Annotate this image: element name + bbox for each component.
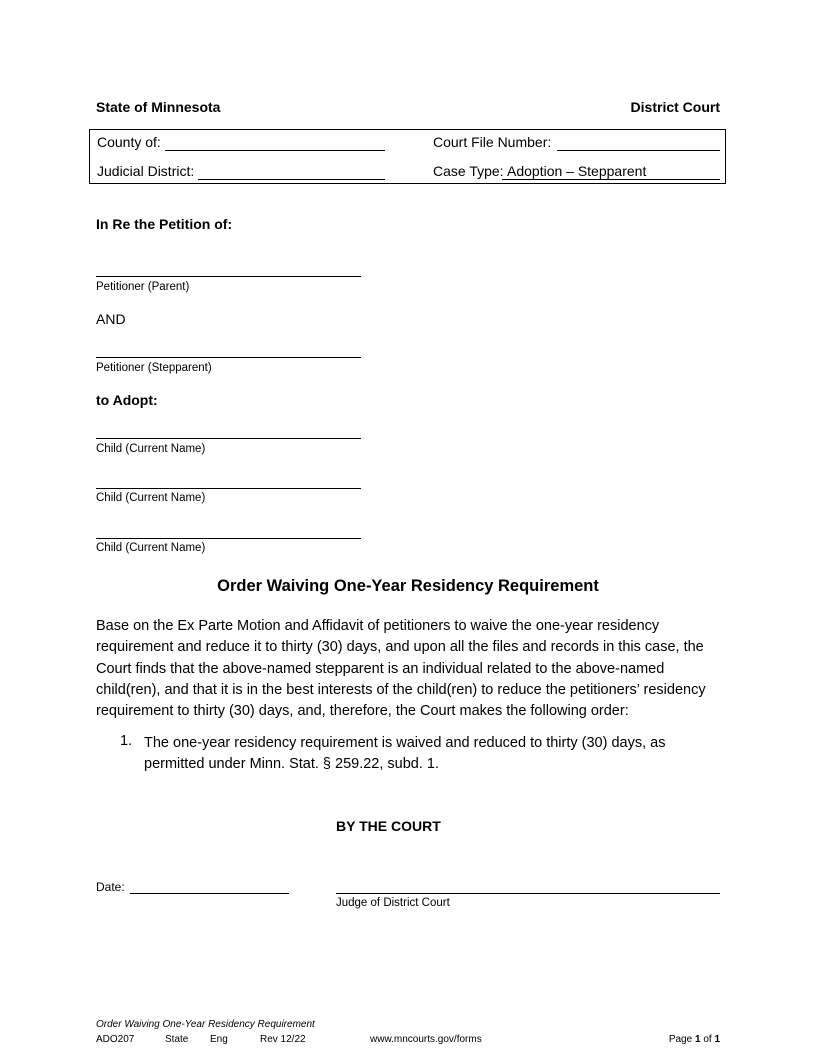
child-name-label-2: Child (Current Name) xyxy=(96,492,206,504)
court-file-number-field[interactable] xyxy=(557,150,720,151)
page-total: 1 xyxy=(714,1034,720,1045)
child-name-line-1[interactable] xyxy=(96,438,361,439)
to-adopt-heading: to Adopt: xyxy=(96,392,158,408)
order-item-number: 1. xyxy=(120,733,133,749)
footer-language: Eng xyxy=(210,1034,228,1045)
date-label: Date: xyxy=(96,880,125,894)
footer-revision: Rev 12/22 xyxy=(260,1034,306,1045)
petitioner-parent-label: Petitioner (Parent) xyxy=(96,281,190,293)
footer-form-code: ADO207 xyxy=(96,1034,135,1045)
date-field[interactable] xyxy=(130,893,289,894)
case-type-value[interactable]: Adoption – Stepparent xyxy=(507,163,647,179)
in-re-heading: In Re the Petition of: xyxy=(96,216,233,232)
court-heading: District Court xyxy=(630,99,720,115)
judicial-district-field[interactable] xyxy=(198,179,385,180)
order-item-text: The one-year residency requirement is waived and reduced to thirty (30) days, as permitted under Minn. Stat. § 259.22, subd. 1. xyxy=(144,735,666,773)
judge-label: Judge of District Court xyxy=(336,897,450,909)
order-body: Base on the Ex Parte Motion and Affidavit of petitioners to waive the one-year residency requirement and reduce it to thirty (30) days, and upon all the files and records in this case, the Court finds that the above-named stepparent is an individual related to the above-named child(ren), and that it is in the best interests of the child(ren) to reduce the petitioners’ residency requirement to thirty (30) days, and, therefore, the Court makes the following order: xyxy=(96,618,706,720)
document-title: Order Waiving One-Year Residency Requirement xyxy=(217,577,599,595)
judge-signature-line[interactable] xyxy=(336,893,720,894)
petitioner-stepparent-line[interactable] xyxy=(96,357,361,358)
county-label: County of: xyxy=(97,134,161,150)
child-name-line-3[interactable] xyxy=(96,538,361,539)
page-current: 1 xyxy=(694,1034,701,1045)
state-heading: State of Minnesota xyxy=(96,99,221,115)
child-name-line-2[interactable] xyxy=(96,488,361,489)
by-the-court-heading: BY THE COURT xyxy=(336,818,441,834)
child-name-label-3: Child (Current Name) xyxy=(96,542,206,554)
court-file-number-label: Court File Number: xyxy=(433,134,552,150)
footer-jurisdiction: State xyxy=(165,1034,189,1045)
petitioner-stepparent-label: Petitioner (Stepparent) xyxy=(96,362,212,374)
footer-form-title: Order Waiving One-Year Residency Requirement xyxy=(96,1019,315,1030)
child-name-label-1: Child (Current Name) xyxy=(96,443,206,455)
footer-website-link[interactable]: www.mncourts.gov/forms xyxy=(370,1034,482,1045)
case-info-box xyxy=(89,129,726,184)
page-of: of xyxy=(703,1034,712,1045)
judicial-district-label: Judicial District: xyxy=(97,163,195,179)
and-label: AND xyxy=(96,311,126,327)
footer-page-number xyxy=(669,1034,720,1045)
county-field[interactable] xyxy=(165,150,385,151)
page-prefix: Page xyxy=(668,1034,693,1045)
petitioner-parent-line[interactable] xyxy=(96,276,361,277)
case-type-label: Case Type: xyxy=(433,163,504,179)
case-type-field xyxy=(502,179,720,180)
